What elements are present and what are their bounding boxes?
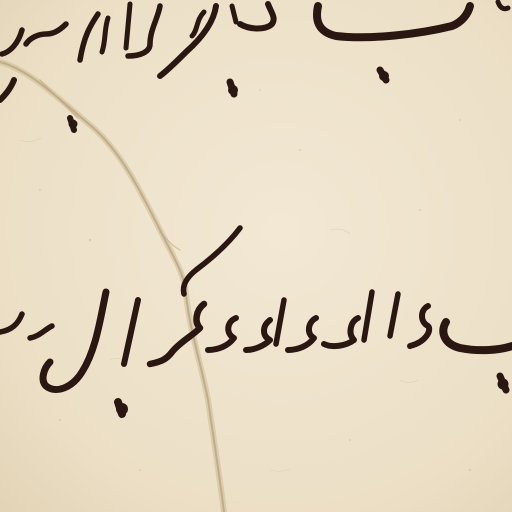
script-line-1: [0, 2, 508, 130]
script-line-1-text: [0, 40, 512, 41]
script-line-2-text: [0, 330, 512, 331]
script-line-2: [0, 228, 512, 414]
script-dots: [69, 71, 509, 415]
